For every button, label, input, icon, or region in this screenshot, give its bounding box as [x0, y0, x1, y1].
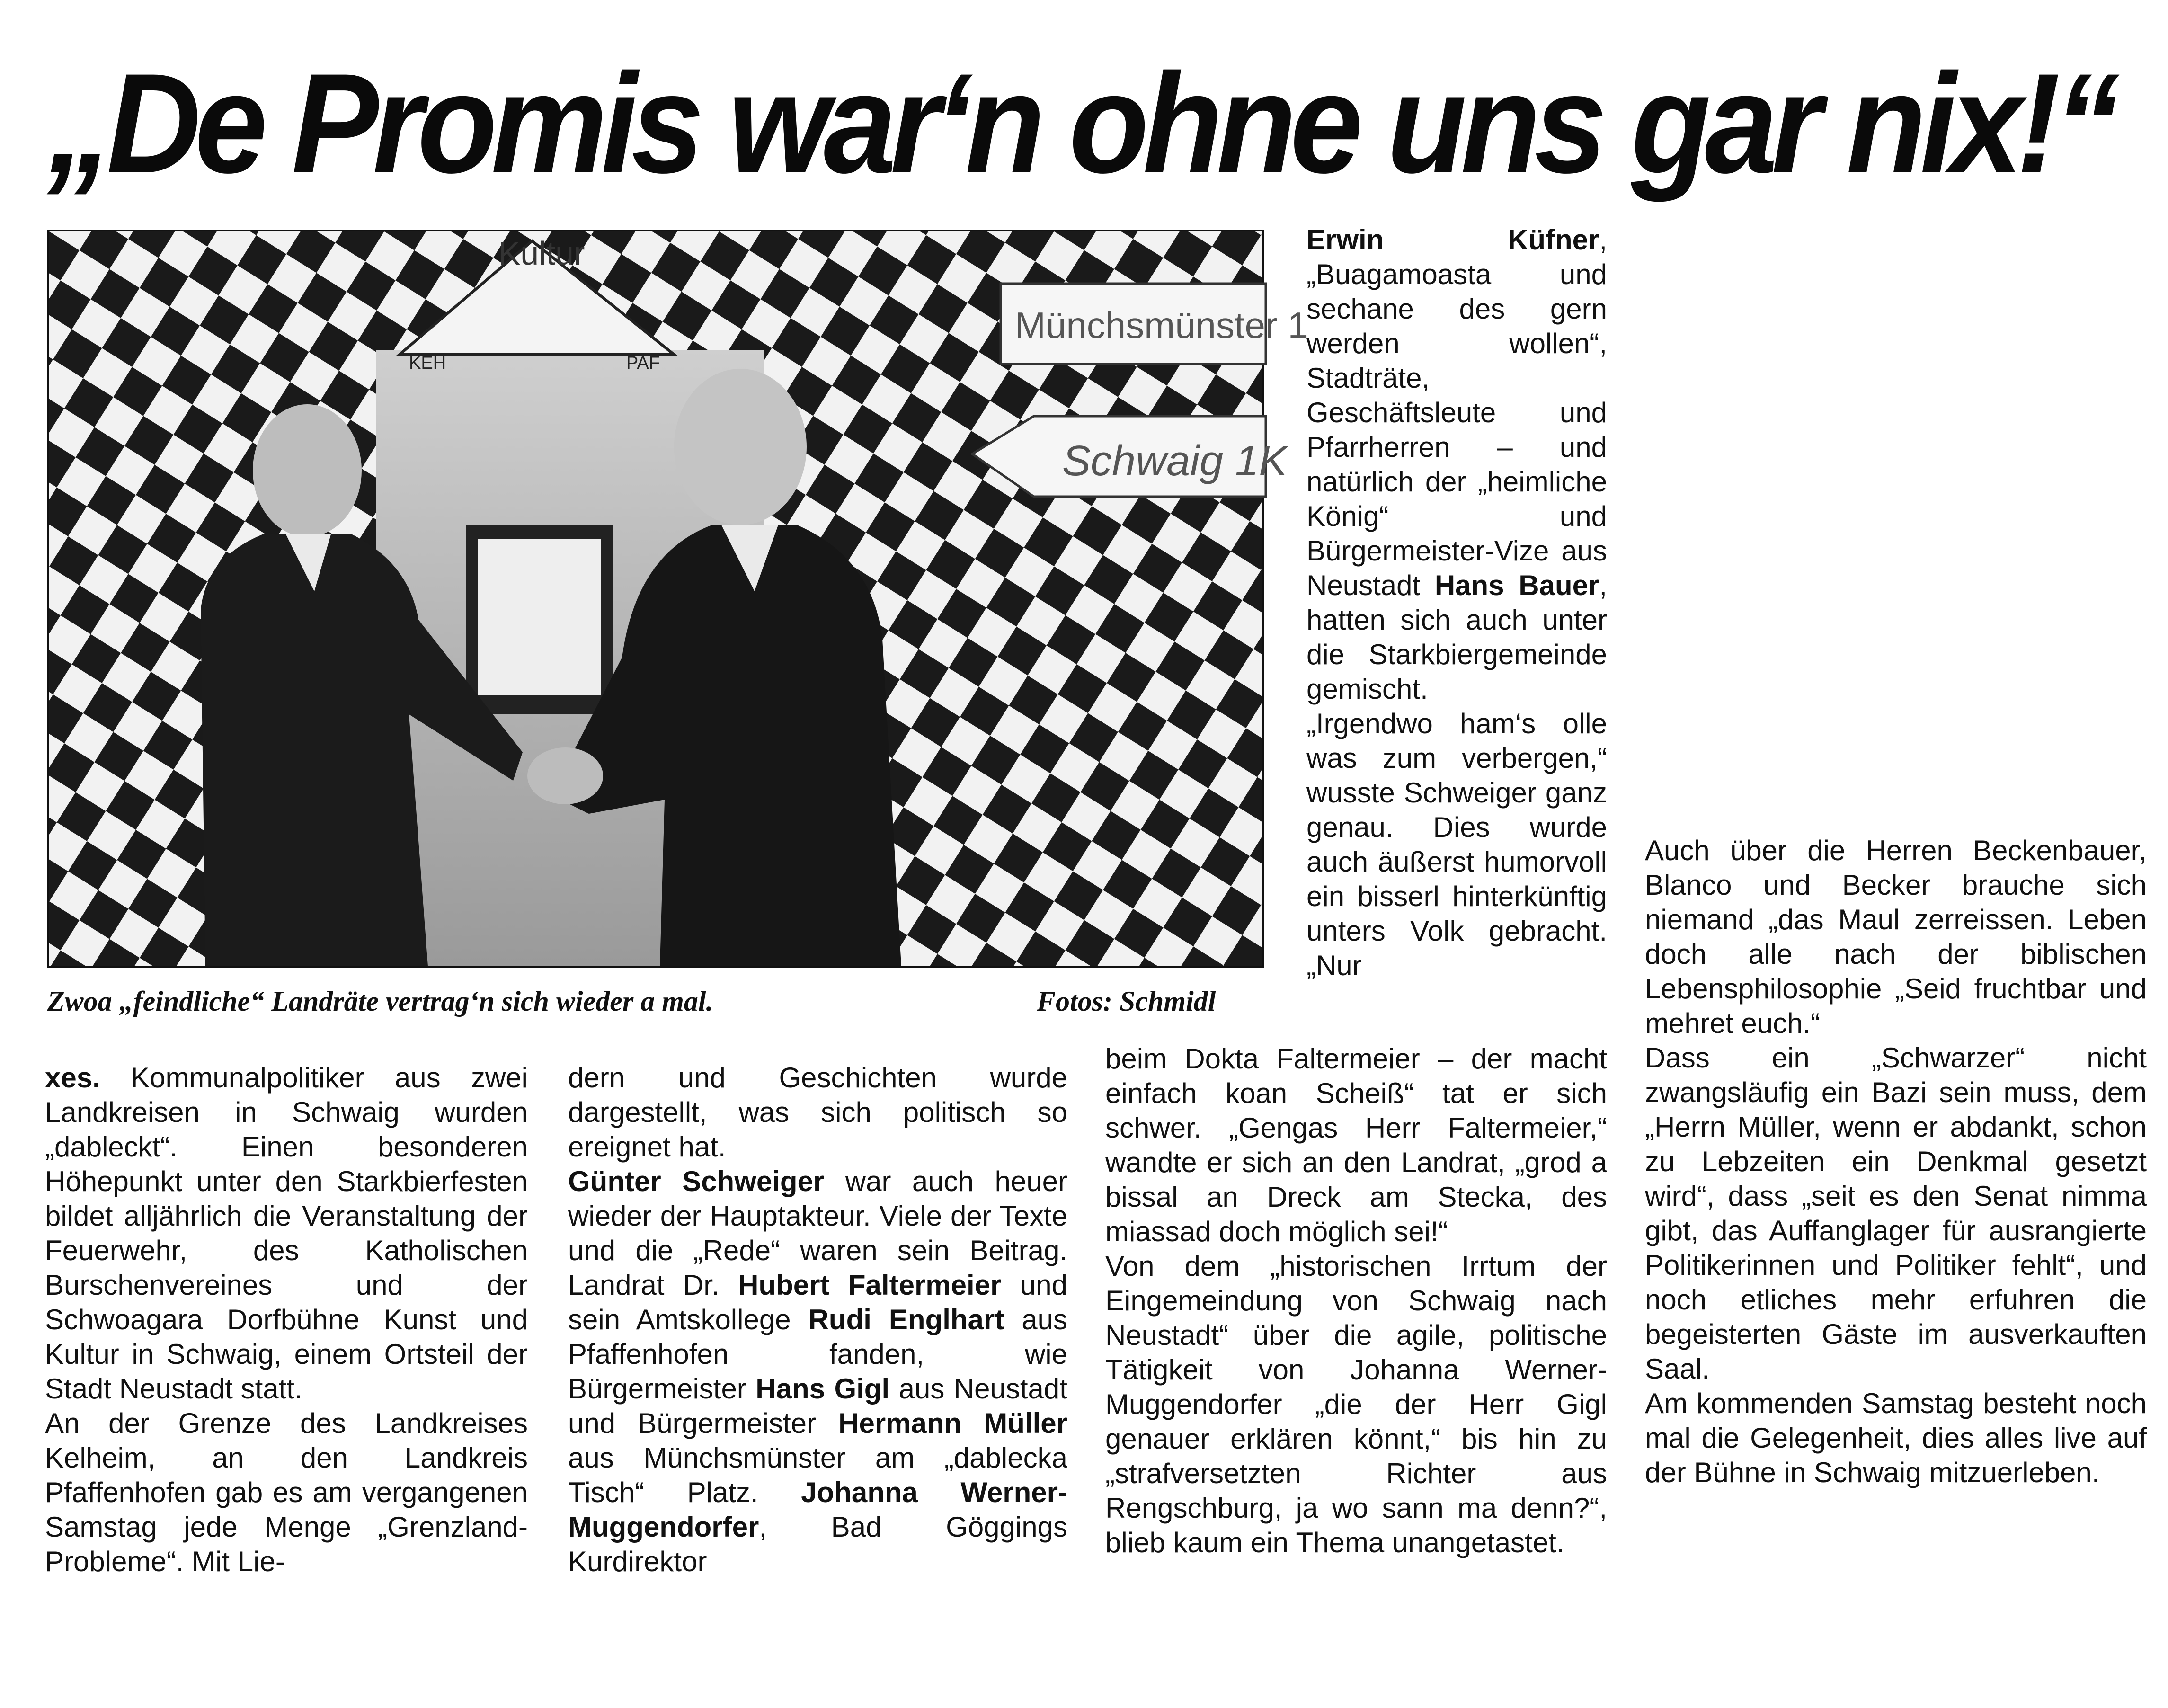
paragraph-text: , Bad Göggings Kurdirektor	[568, 1511, 1067, 1577]
paragraph-text: aus Pfaffenhofen fanden, wie Bürgermeister	[568, 1304, 1067, 1405]
name-bold: Erwin Küfner	[1306, 224, 1599, 256]
article-column-3-upper	[1306, 222, 1607, 983]
paragraph	[568, 1164, 1067, 1579]
name-bold: Hans Gigl	[755, 1373, 890, 1405]
sign-kultur-text: Kultur	[498, 235, 585, 272]
paragraph: Dass ein „Schwarzer“ nicht zwangsläufig ein Bazi sein muss, dem „Herrn Müller, wenn er abdankt, schon zu Lebzeiten ein Denkmal gesetzt wird“, dass „seit es den Senat nimma gibt, das Auffanglager für ausrangierte Politikerinnen und Politiker fehlt“, und noch etliches mehr erfuhren die begeisterten Gäste im ausverkauften Saal.	[1645, 1042, 2147, 1385]
paragraph: Auch über die Herren Beckenbauer, Blanco und Becker brauche sich niemand „das Maul zerreissen. Leben doch alle nach der biblischen Lebensphilosophie „Seid fruchtbar und mehret euch.“	[1645, 835, 2147, 1039]
paragraph: beim Dokta Faltermeier – der macht einfach koan Scheiß“ tat er sich schwer. „Gengas Herr Faltermeier,“ wandte er sich an den Landrat, „grod a bissal an Dreck am Stecka, des miassad doch möglich sei!“	[1105, 1043, 1607, 1247]
name-bold: Rudi Englhart	[808, 1304, 1004, 1335]
sign-paf-text: PAF	[626, 353, 660, 373]
sign-keh-text: KEH	[409, 353, 446, 373]
name-bold: Hermann Müller	[838, 1407, 1067, 1439]
article-column-4	[1645, 833, 2147, 1490]
paragraph	[45, 1060, 528, 1406]
sign-muenchsmuenster-text: Münchsmünster 1	[1015, 304, 1308, 346]
paragraph: dern und Geschichten wurde dargestellt, was sich politisch so ereignet hat.	[568, 1062, 1067, 1163]
paragraph	[1306, 222, 1607, 706]
name-bold: Hans Bauer	[1434, 569, 1599, 601]
article-column-2	[568, 1060, 1067, 1579]
sign-schwaig-text: Schwaig 1K	[1062, 437, 1288, 485]
photo-caption: Zwoa „feindliche“ Landräte vertrag‘n sich wieder a mal.	[47, 986, 713, 1017]
paragraph-text: , hatten sich auch unter die Starkbiergemeinde gemischt.	[1306, 569, 1607, 705]
paragraph-text: aus Münchsmünster am „dablecka Tisch“ Platz.	[568, 1442, 1067, 1508]
paragraph: Am kommenden Samstag besteht noch mal die Gelegenheit, dies alles live auf der Bühne in Schwaig mitzuerleben.	[1645, 1388, 2147, 1488]
paragraph-text: Kommunalpolitiker aus zwei Landkreisen in Schwaig wurden „dableckt“. Einen besonderen Höhepunkt unter den Starkbierfesten bildet alljährlich die Veranstaltung der Feuerwehr, des Katholischen Burschenvereines und der Schwoagara Dorfbühne Kunst und Kultur in Schwaig, einem Ortsteil der Stadt Neustadt statt.	[45, 1062, 528, 1405]
headline: „De Promis war‘n ohne uns gar nix!“	[47, 44, 2114, 203]
paragraph-text: aus Neustadt und Bürgermeister	[568, 1373, 1067, 1439]
article-column-3-lower	[1105, 1041, 1607, 1560]
handshake	[527, 747, 603, 804]
paragraph-text: war auch heuer wieder der Hauptakteur. Viele der Texte und die „Rede“ waren sein Beitrag. Landrat Dr.	[568, 1165, 1067, 1301]
article-photo	[47, 230, 1308, 968]
author-initials: xes.	[45, 1062, 100, 1094]
paragraph: Von dem „historischen Irrtum der Eingemeindung von Schwaig nach Neustadt“ über die agile, politische Tätigkeit von Johanna Werner-Muggendorfer „die der Herr Gigl genauer erklären könnt,“ bis hin zu „strafversetzten Richter aus Rengschburg, ja wo sann ma denn?“, blieb kaum ein Thema unangetastet.	[1105, 1250, 1607, 1558]
article-column-1	[45, 1060, 528, 1579]
photo-credit: Fotos: Schmidl	[1037, 986, 1216, 1017]
paragraph-text: , „Buagamoasta und sechane des gern werden wollen“, Stadträte, Geschäftsleute und Pfarrherren – und natürlich der „heimliche König“ und Bürgermeister-Vize aus Neustadt	[1306, 224, 1607, 601]
paragraph: „Irgendwo ham‘s olle was zum verbergen,“ wusste Schweiger ganz genau. Dies wurde auch äußerst humorvoll ein bisserl hinterkünftig unters Volk gebracht. „Nur	[1306, 708, 1607, 981]
paragraph: An der Grenze des Landkreises Kelheim, an den Landkreis Pfaffenhofen gab es am vergangenen Samstag jede Menge „Grenzland-Probleme“. Mit Lie-	[45, 1407, 528, 1577]
paragraph-text: und sein Amtskollege	[568, 1269, 1067, 1335]
name-bold: Günter Schweiger	[568, 1165, 825, 1197]
name-bold: Johanna Werner-Muggendorfer	[568, 1477, 1067, 1543]
photo-illustration	[49, 231, 1308, 966]
name-bold: Hubert Faltermeier	[738, 1269, 1002, 1301]
